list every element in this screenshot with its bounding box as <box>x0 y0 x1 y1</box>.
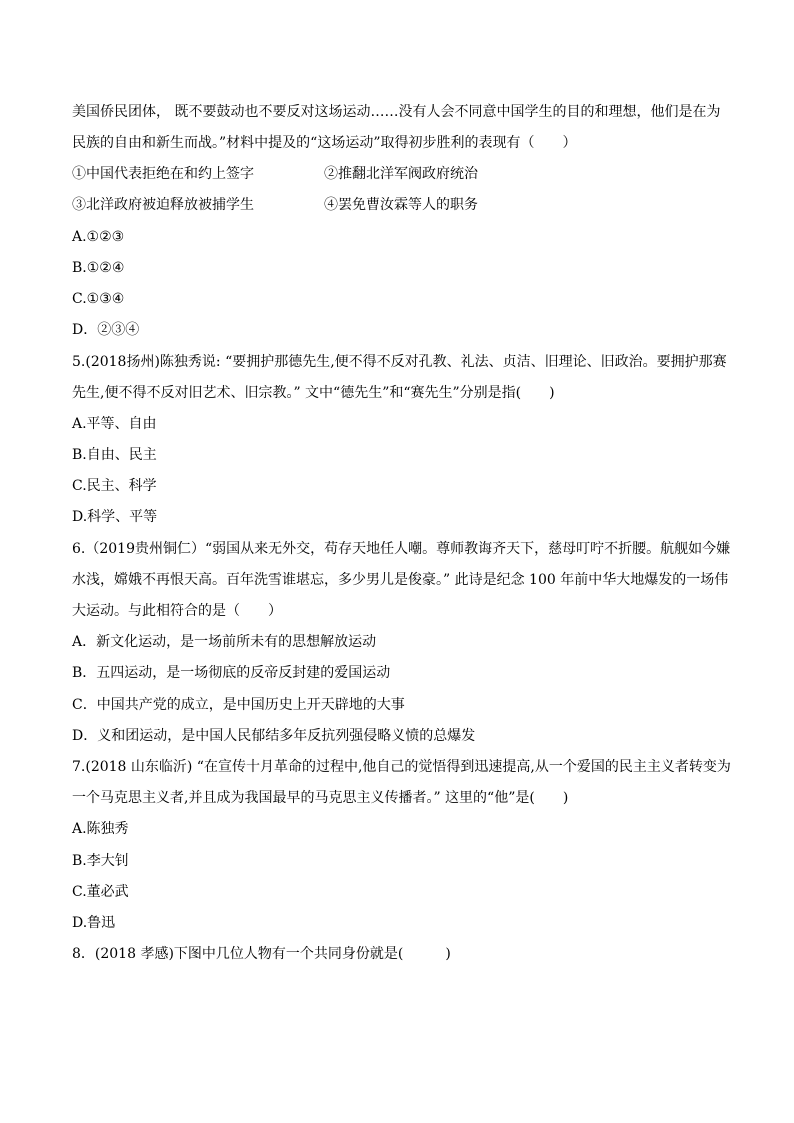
q6-option-b: B．五四运动，是一场彻底的反帝反封建的爱国运动 <box>72 665 391 681</box>
q5-option-a: A.平等、自由 <box>72 416 157 432</box>
q4-option-a: A.①②③ <box>72 229 125 245</box>
q6-stem-line-1: 6.（2019贵州铜仁）“弱国从来无外交，苟存天地任人嘲。尊师教诲齐天下，慈母叮咛不折腰。航舰如今嫌 <box>72 541 731 557</box>
q7-option-d: D.鲁迅 <box>72 915 116 931</box>
q5-stem-line-1: 5.(2018扬州)陈独秀说: “要拥护那德先生,便不得不反对孔教、礼法、贞洁、旧理论、旧政治。要拥护那赛 <box>72 354 727 370</box>
q4-item-3: ③北洋政府被迫释放被捕学生 <box>72 197 254 213</box>
q4-option-c: C.①③④ <box>72 291 125 307</box>
q6-stem-line-3: 大运动。与此相符合的是（ ） <box>72 603 282 619</box>
q4-item-1: ①中国代表拒绝在和约上签字 <box>72 166 254 182</box>
q4-item-2: ②推翻北洋军阀政府统治 <box>324 166 478 182</box>
q7-stem-line-1: 7.(2018 山东临沂) “在宣传十月革命的过程中,他自己的觉悟得到迅速提高,从一个爱国的民主主义者转变为 <box>72 759 731 775</box>
q5-option-d: D.科学、平等 <box>72 509 158 525</box>
q6-option-d: D．义和团运动，是中国人民郁结多年反抗列强侵略义愤的总爆发 <box>72 728 476 744</box>
q8-stem-line-1: 8．(2018 孝感)下图中几位人物有一个共同身份就是( ) <box>72 946 451 962</box>
q7-option-b: B.李大钊 <box>72 853 129 869</box>
q5-option-b: B.自由、民主 <box>72 447 157 463</box>
q7-option-a: A.陈独秀 <box>72 821 129 837</box>
q4-stem-line-2: 民族的自由和新生而战。”材料中提及的“这场运动”取得初步胜利的表现有（ ） <box>72 135 577 151</box>
q6-stem-line-2: 水浅，嫦娥不再恨天高。百年洗雪谁堪忘，多少男儿是俊豪。” 此诗是纪念 100 年前中华大地爆发的一场伟 <box>72 572 729 588</box>
q4-option-b: B.①②④ <box>72 260 125 276</box>
q5-option-c: C.民主、科学 <box>72 478 157 494</box>
q4-item-4: ④罢免曹汝霖等人的职务 <box>324 197 478 213</box>
q4-option-d: D．②③④ <box>72 322 140 338</box>
q7-stem-line-2: 一个马克思主义者,并且成为我国最早的马克思主义传播者。” 这里的“他”是( ) <box>72 790 569 806</box>
q6-option-a: A．新文化运动，是一场前所未有的思想解放运动 <box>72 634 377 650</box>
q4-stem-line-1: 美国侨民团体， 既不要鼓动也不要反对这场运动……没有人会不同意中国学生的目的和理想，他们是在为 <box>72 104 721 120</box>
q6-option-c: C．中国共产党的成立，是中国历史上开天辟地的大事 <box>72 697 405 713</box>
q5-stem-line-2: 先生,便不得不反对旧艺术、旧宗教。” 文中“德先生”和“赛先生”分别是指( ) <box>72 385 555 401</box>
q7-option-c: C.董必武 <box>72 884 129 900</box>
